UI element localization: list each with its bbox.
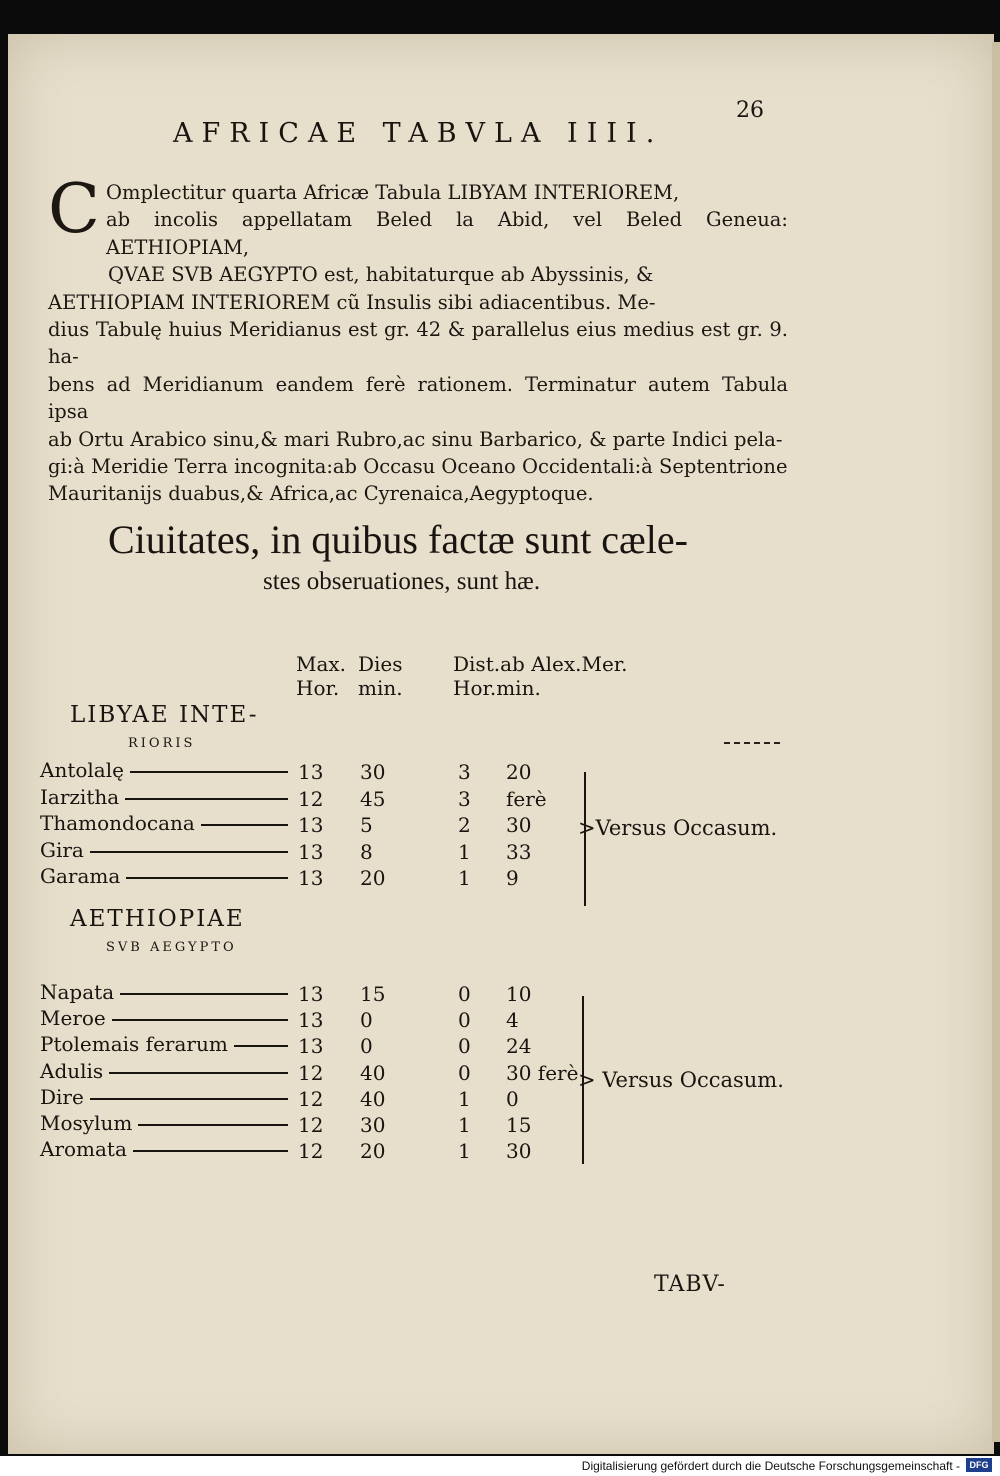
intro-line: ab Ortu Arabico sinu,& mari Rubro,ac sinu Barbarico, & parte Indici pela- [48, 427, 783, 451]
table-row [40, 1085, 600, 1111]
city-name: Napata [40, 980, 115, 1004]
dies-min: 30 [360, 760, 386, 784]
city-name: Antolalę [40, 758, 124, 782]
max-hour: 12 [298, 786, 324, 811]
drop-cap: C [48, 170, 101, 249]
col-header-dies [358, 652, 403, 700]
page-edge [992, 42, 1000, 1442]
city-name: Mosylum [40, 1111, 133, 1135]
dies-min: 0 [360, 1008, 373, 1033]
book-page [8, 34, 994, 1454]
dist-min: 0 [506, 1086, 519, 1111]
leader-line [126, 877, 288, 879]
city-name: Adulis [40, 1058, 104, 1083]
leader-line [120, 993, 288, 995]
intro-line: ab incolis appellatam Beled la Abid, vel Beled Geneua: AETHIOPIAM, [106, 208, 788, 259]
dies-min: 0 [360, 1034, 373, 1059]
group-subtitle-aethiopia: SVB AEGYPTO [106, 940, 237, 955]
group-title-libya: LIBYAE INTE- [70, 702, 259, 728]
table-row [40, 980, 600, 1006]
footer-credit: Digitalisierung gefördert durch die Deutsche Forschungsgemeinschaft - [581, 1459, 960, 1473]
table-row [40, 1032, 600, 1058]
col-header-dist [453, 652, 628, 700]
decorative-dash [724, 742, 780, 744]
table-row [40, 1137, 600, 1163]
intro-line: Omplectitur quarta Africæ Tabula LIBYAM INTERIOREM, [106, 181, 680, 204]
brace-label-libya: >Versus Occasum. [578, 816, 778, 840]
intro-line: Mauritanijs duabus,& Africa,ac Cyrenaica,Aegyptoque. [48, 482, 594, 506]
dies-min: 45 [360, 786, 386, 811]
max-hour: 13 [298, 866, 324, 890]
dies-min: 5 [360, 813, 373, 837]
table-row [40, 838, 600, 864]
leader-line [109, 1072, 288, 1074]
dist-hour: 3 [458, 786, 471, 811]
max-hour: 12 [298, 1060, 324, 1085]
dist-min: 30 ferè [506, 1060, 579, 1085]
dies-min: 20 [360, 1139, 386, 1164]
intro-line: QVAE SVB AEGYPTO est, habitaturque ab Abyssinis, & [108, 263, 654, 287]
dies-min: 20 [360, 866, 386, 890]
col-header-dies-line1: Dies [358, 652, 403, 676]
dist-min: 10 [506, 982, 532, 1006]
dist-hour: 0 [458, 982, 471, 1006]
dist-min: ferè [506, 786, 547, 811]
dist-hour: 1 [458, 1113, 471, 1137]
table-row [40, 1006, 600, 1032]
table-row [40, 864, 600, 890]
max-hour: 13 [298, 1034, 324, 1059]
group-title-aethiopia: AETHIOPIAE [70, 906, 245, 932]
col-header-max-line2: Hor. [296, 676, 340, 700]
leader-line [125, 798, 288, 800]
dist-min: 9 [506, 866, 519, 890]
dist-min: 4 [506, 1008, 519, 1033]
dist-hour: 0 [458, 1008, 471, 1033]
running-head: AFRICAE TABVLA IIII. [173, 118, 664, 149]
dist-min: 24 [506, 1034, 532, 1059]
leader-line [234, 1045, 288, 1047]
city-name: Iarzitha [40, 784, 120, 809]
col-header-max [296, 652, 346, 700]
brace-label-aethiopia-text: Versus Occasum. [602, 1068, 784, 1092]
dist-min: 20 [506, 760, 532, 784]
intro-line: gi:à Meridie Terra incognita:ab Occasu Oceano Occidentali:à Septentrione [48, 455, 788, 479]
intro-line: dius Tabulę huius Meridianus est gr. 42 & parallelus eius medius est gr. 9. ha- [48, 318, 788, 369]
page-number: 26 [736, 98, 764, 123]
dist-hour: 0 [458, 1060, 471, 1085]
city-name: Thamondocana [40, 811, 195, 835]
table-row [40, 1059, 600, 1085]
col-header-dies-line2: min. [358, 676, 403, 700]
dist-hour: 0 [458, 1034, 471, 1059]
table-row [40, 811, 600, 837]
leader-line [130, 771, 288, 773]
intro-paragraph [48, 170, 788, 508]
max-hour: 13 [298, 982, 324, 1006]
dist-hour: 1 [458, 866, 471, 890]
dist-min: 30 [506, 1139, 532, 1164]
max-hour: 13 [298, 813, 324, 837]
leader-line [90, 1098, 288, 1100]
col-header-dist-line2: Hor.min. [453, 676, 541, 700]
section-title: Ciuitates, in quibus factæ sunt cæle- [108, 517, 688, 562]
city-name: Ptolemais ferarum [40, 1032, 228, 1057]
leader-line [138, 1124, 288, 1126]
max-hour: 12 [298, 1086, 324, 1111]
dist-min: 15 [506, 1113, 532, 1137]
dist-hour: 1 [458, 1139, 471, 1164]
brace-label-libya-text: Versus Occasum. [595, 816, 778, 840]
city-name: Gira [40, 837, 84, 862]
intro-line: AETHIOPIAM INTERIOREM cũ Insulis sibi adiacentibus. Me- [48, 290, 656, 314]
table-row [40, 785, 600, 811]
dfg-logo: DFG [966, 1458, 992, 1472]
dist-hour: 1 [458, 839, 471, 864]
city-name: Aromata [40, 1137, 127, 1162]
max-hour: 12 [298, 1139, 324, 1164]
dies-min: 30 [360, 1113, 386, 1137]
city-name: Meroe [40, 1006, 106, 1031]
section-subtitle: stes obseruationes, sunt hæ. [263, 568, 541, 595]
catchword: TABV- [654, 1272, 726, 1297]
max-hour: 13 [298, 1008, 324, 1033]
col-header-max-line1: Max. [296, 652, 347, 676]
city-name: Garama [40, 864, 121, 888]
dist-min: 30 [506, 813, 532, 837]
dies-min: 8 [360, 839, 373, 864]
brace-label-aethiopia: > Versus Occasum. [578, 1068, 784, 1092]
leader-line [112, 1019, 288, 1021]
leader-line [90, 851, 288, 853]
leader-line [133, 1150, 288, 1152]
dist-hour: 3 [458, 760, 471, 784]
dies-min: 40 [360, 1060, 386, 1085]
col-header-dist-line1: Dist.ab Alex.Mer. [453, 652, 628, 676]
dist-hour: 2 [458, 813, 471, 837]
digitization-footer [0, 1456, 1000, 1476]
intro-line: bens ad Meridianum eandem ferè rationem. Terminatur autem Tabula ipsa [48, 372, 788, 424]
dies-min: 40 [360, 1086, 386, 1111]
dist-min: 33 [506, 839, 532, 864]
max-hour: 13 [298, 760, 324, 784]
city-name: Dire [40, 1084, 84, 1109]
group-subtitle-libya: RIORIS [128, 736, 196, 751]
max-hour: 12 [298, 1113, 324, 1137]
leader-line [201, 824, 288, 826]
table-row [40, 758, 600, 784]
dist-hour: 1 [458, 1086, 471, 1111]
table-row [40, 1111, 600, 1137]
max-hour: 13 [298, 839, 324, 864]
dies-min: 15 [360, 982, 386, 1006]
